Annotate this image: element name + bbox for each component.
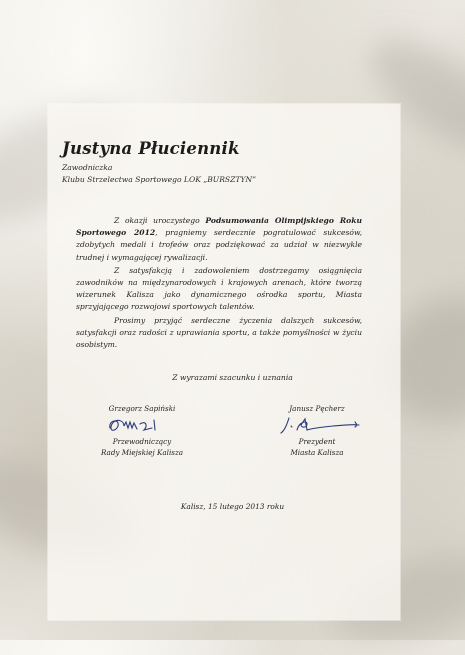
signatory-title-line1: Przewodniczący [112,437,172,446]
paragraph-1 [76,215,362,264]
recipient-role-line2: Klubu Strzelectwa Sportowego LOK „BURSZTYN” [62,174,257,184]
recipient-role [62,162,256,185]
signatory-name: Janusz Pęcherz [289,404,345,413]
recipient-role-line1: Zawodniczka [62,163,113,172]
paragraph-1-rest: , pragniemy serdecznie pogratulować sukcesów, zdobytych medali i trofeów oraz podziękować za udział w niezwykle trudnej i wymagającej rywalizacji. [76,228,362,262]
handwritten-signature-icon [267,414,367,436]
recipient-name: Justyna Płuciennik [62,139,240,158]
signature-block-right [262,403,372,458]
letter-body [76,215,362,351]
handwritten-signature-icon [102,414,182,436]
paragraph-3: Prosimy przyjąć serdeczne życzenia dalszych sukcesów, satysfakcji oraz radości z uprawiania sportu, a także pomyślności w życiu osobistym. [76,315,362,350]
paragraph-1-lead: Z okazji uroczystego [114,216,206,225]
signatory-title-line1: Prezydent [298,437,336,446]
signature-block-left [92,403,192,458]
event-name: Podsumowania Olimpijskiego Roku Sportowego 2012 [76,216,362,238]
place-and-date: Kalisz, 15 lutego 2013 roku [180,502,285,511]
signatory-name: Grzegorz Sapiński [108,404,176,413]
closing-line: Z wyrazami szacunku i uznania [172,373,293,382]
signatory-title-line2: Miasta Kalisza [290,448,344,457]
signatory-title-line2: Rady Miejskiej Kalisza [100,448,184,457]
paragraph-2: Z satysfakcją i zadowoleniem dostrzegamy osiągnięcia zawodników na międzynarodowych i krajowych arenach, które tworzą wizerunek Kalisza jako dynamicznego ośrodka sportu, Miasta sprzyjającego rozwojowi sportowych talentów. [76,265,362,312]
